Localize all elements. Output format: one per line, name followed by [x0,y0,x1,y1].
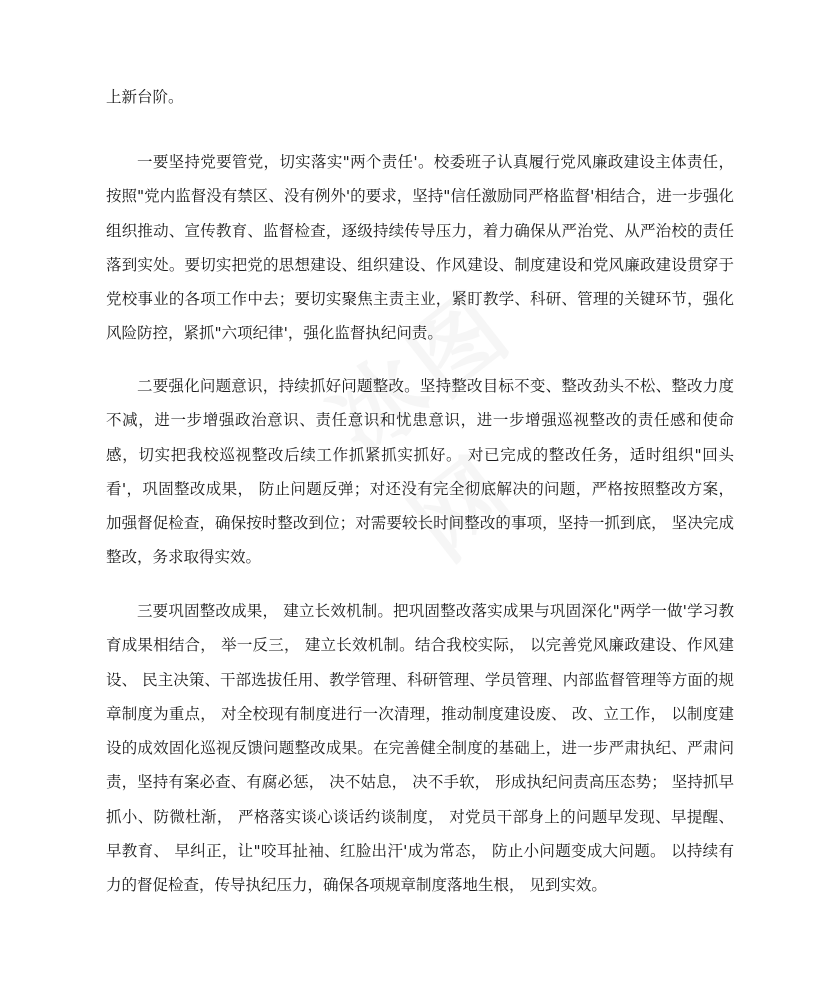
paragraph-1: 一要坚持党要管党，切实落实"两个责任'。校委班子认真履行党风廉政建设主体责任，按照"党内监督没有禁区、没有例外'的要求，坚持"信任激励同严格监督'相结合，进一步强化组织推动、宣传教育、监督检查，逐级持续传导压力，着力确保从严治党、从严治校的责任落到实处。要切实把党的思想建设、组织建设、作风建设、制度建设和党风廉政建设贯穿于党校事业的各项工作中去；要切实聚焦主责主业，紧盯教学、科研、管理的关键环节，强化风险防控，紧抓"六项纪律'，强化监督执纪问责。 [106,153,734,343]
paragraph-2: 二要强化问题意识，持续抓好问题整改。坚持整改目标不变、整改劲头不松、整改力度不减，进一步增强政治意识、责任意识和忧患意识，进一步增强巡视整改的责任感和使命感，切实把我校巡视整改后续工作抓紧抓实抓好。 对已完成的整改任务，适时组织"回头看'，巩固整改成果， 防止问题反弹；对还没有完全彻底解决的问题，严格按照整改方案，加强督促检查，确保按时整改到位；对需要较长时间整改的事项，坚持一抓到底， 坚决完成整改，务求取得实效。 [106,377,734,567]
intro-line: 上新台阶。 [106,88,184,106]
paragraph-3: 三要巩固整改成果， 建立长效机制。把巩固整改落实成果与巩固深化"两学一做'学习教育成果相结合， 举一反三， 建立长效机制。结合我校实际， 以完善党风廉政建设、作风建设、 民主决策、干部选拔任用、教学管理、科研管理、学员管理、内部监督管理等方面的规章制度为重点， 对全校现有制度进行一次清理，推动制度建设废、 改、立工作， 以制度建设的成效固化巡视反馈问题整改成果。在完善健全制度的基础上，进一步严肃执纪、严肃问责，坚持有案必查、有腐必惩， 决不姑息， 决不手软， 形成执纪问责高压态势； 坚持抓早抓小、防微杜渐， 严格落实谈心谈话约谈制度， 对党员干部身上的问题早发现、早提醒、早教育、 早纠正，让"咬耳扯袖、红脸出汗'成为常态， 防止小问题变成大问题。 以持续有力的督促检查，传导执纪压力，确保各项规章制度落地生根， 见到实效。 [106,602,734,895]
